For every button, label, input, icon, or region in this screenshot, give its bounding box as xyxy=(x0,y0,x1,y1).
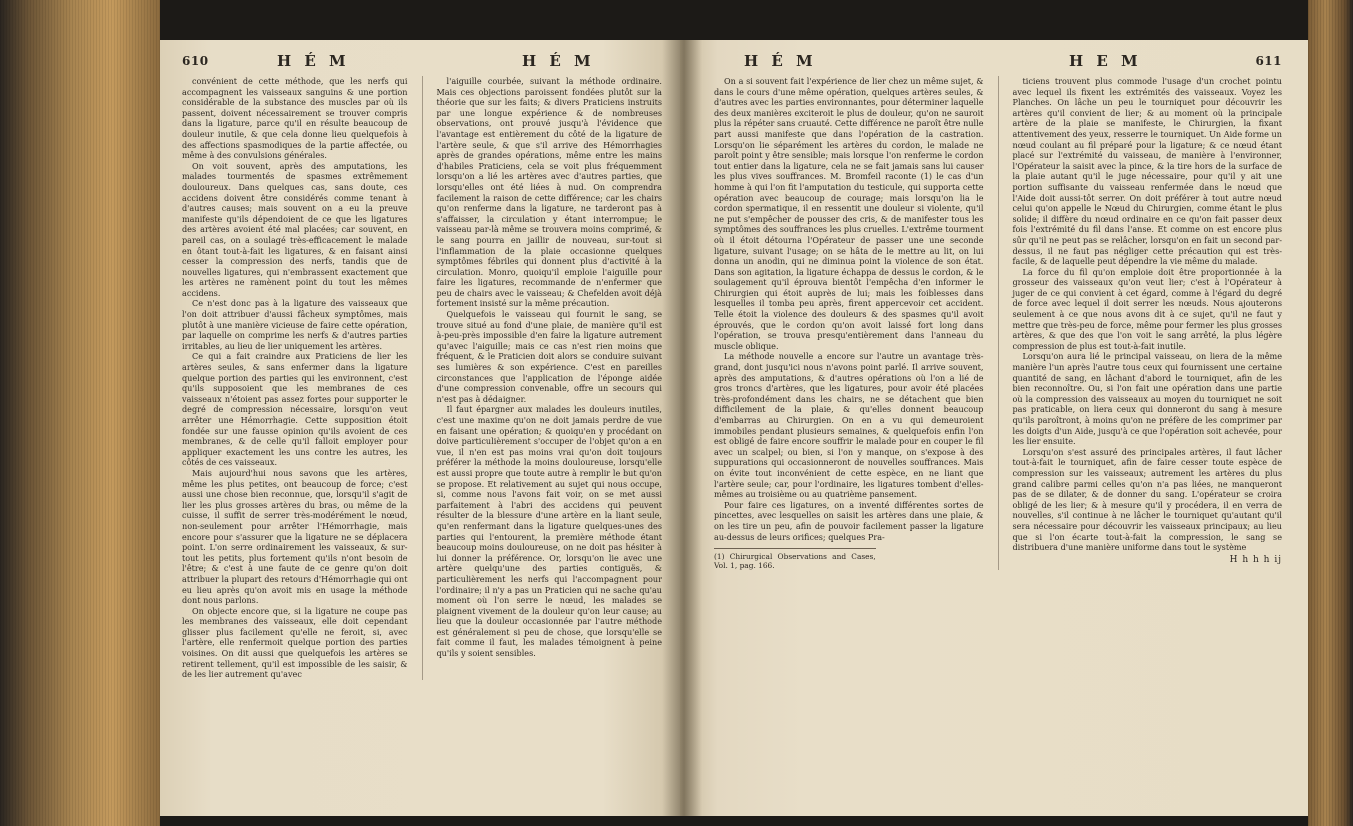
paragraph: convénient de cette méthode, que les nerfs qui accompagnent les vaisseaux sanguins & une portion considérable de la substance des muscles par où ils passent, doivent nécessairement se trouver compris dans la ligature, parce qu'il en résulte beaucoup de douleur inutile, & que cela donne lieu quelquefois à des affections spasmodiques de la partie affectée, ou même à des convulsions générales. xyxy=(182,76,408,161)
page-number-left: 610 xyxy=(182,54,209,68)
paragraph: On voit souvent, après des amputations, les malades tourmentés de spasmes extrêmement douloureux. Dans quelques cas, sans doute, ces accidens doivent être considérés comme tenant à d'autres causes; mais souvent on a eu la preuve manifeste qu'ils dépendoient de ce que les ligatures des artères avoient été mal placées; car souvent, en pareil cas, on a soulagé très-efficacement le malade en ôtant tout-à-fait les ligatures, & en faisant ainsi cesser la compression des nerfs, tandis que de nouvelles ligatures, qui n'embrassent exactement que les artères ne ramènent point du tout les mêmes accidens. xyxy=(182,160,408,298)
headword-right-col2: H E M xyxy=(1069,52,1142,70)
headword-right-col1: H É M xyxy=(744,52,817,70)
right-page-column-1 xyxy=(714,76,984,570)
paragraph: ticiens trouvent plus commode l'usage d'un crochet pointu avec lequel ils fixent les extrémités des vaisseaux. Voyez les Planches. On lâche un peu le tourniquet pour découvrir les artères qu'il convient de lier; & au moment où la principale artère de la plaie se manifeste, le Chirurgien, la fixant attentivement des yeux, resserre le tourniquet. Un Aide forme un nœud coulant au fil préparé pour la ligature; & ce nœud étant placé sur l'extrémité du vaisseau, de manière à l'environner, l'Opérateur la saisit avec la pince, & la tire hors de la surface de la plaie autant qu'il le juge nécessaire, pour qu'il y ait une portion suffisante du vaisseau renfermée dans le nœud que l'Aide doit aussi-tôt serrer. On doit préférer à tout autre nœud celui qu'on appelle le Nœud du Chirurgien, comme étant le plus solide; il diffère du nœud ordinaire en ce qu'on fait passer deux fois l'extrémité du fil dans l'anse. Et comme on est encore plus sûr qu'il ne peut pas se relâcher, lorsqu'on en fait un second par-dessus, il ne faut pas négliger cette précaution qui est très-facile, & de laquelle peut dépendre la vie même du malade. xyxy=(1012,76,1282,267)
headword-left-col2: H É M xyxy=(522,52,595,70)
book-edge-right xyxy=(1308,0,1353,826)
left-page-column-2 xyxy=(437,76,663,680)
paragraph: Il faut épargner aux malades les douleurs inutiles, c'est une maxime qu'on ne doit jamais perdre de vue en faisant une opération; & quoiqu'en y procédant on doive particulièrement s'occuper de l'objet qu'on a en vue, il n'en est pas moins vrai qu'on doit toujours préférer la méthode la moins douloureuse, lorsqu'elle est aussi propre que toute autre à remplir le but qu'on se propose. Et relativement au sujet qui nous occupe, si, comme nous l'avons fait voir, on se met aussi parfaitement à l'abri des accidens qui peuvent résulter de la blessure d'une artère en la liant seule, qu'en renfermant dans la ligature quelques-unes des parties qui l'entourent, la première méthode étant beaucoup moins douloureuse, on ne doit pas hésiter à lui donner la préférence. Or, lorsqu'on lie avec une artère quelqu'une des parties contiguës, & particulièrement les nerfs qui l'accompagnent pour l'ordinaire; il n'y a pas un Praticien qui ne sache qu'au moment où l'on serre le nœud, les malades se plaignent vivement de la douleur qu'on leur cause; au lieu que la douleur occasionnée par l'autre méthode est généralement si peu de chose, que lorsqu'elle se fait comme il faut, les malades témoignent à peine qu'ils y soient sensibles. xyxy=(436,404,662,659)
paragraph: Lorsqu'on aura lié le principal vaisseau, on liera de la même manière l'un après l'autre tous ceux qui fournissent une certaine quantité de sang, en lâchant d'abord le tourniquet, afin de les bien reconnoître. Ou, si l'on fait une opération dans une partie où la compression des vaisseaux au moyen du tourniquet ne soit pas praticable, on liera ceux qui donneront du sang à mesure qu'ils paroîtront, à moins qu'on ne préfère de les comprimer par les doigts d'un Aide, jusqu'à ce que l'opération soit achevée, pour les lier ensuite. xyxy=(1012,351,1282,447)
paragraph: Quelquefois le vaisseau qui fournit le sang, se trouve situé au fond d'une plaie, de manière qu'il est à-peu-près impossible d'en faire la ligature autrement qu'avec l'aiguille; mais ce cas n'est rien moins que fréquent, & le Praticien doit alors se conduire suivant ses lumières & son expérience. C'est en pareilles circonstances que l'application de l'éponge aidée d'une compression convenable, offre un secours qui n'est pas à dédaigner. xyxy=(436,309,662,404)
signature-mark: H h h h ij xyxy=(1229,554,1282,565)
page-number-right: 611 xyxy=(1255,54,1282,68)
footnote: (1) Chirurgical Observations and Cases, Vol. 1, pag. 166. xyxy=(714,548,876,570)
paragraph: La force du fil qu'on emploie doit être proportionnée à la grosseur des vaisseaux qu'on veut lier; c'est à l'Opérateur à juger de ce qui convient à cet égard, comme à l'égard du degré de force avec lequel il doit serrer les nœuds. Nous ajouterons seulement à ce que nous avons dit à ce sujet, qu'il ne faut y mettre que très-peu de force, même pour fermer les plus grosses artères, & que des que l'on voit le sang arrêté, la plus légère compression de plus est tout-à-fait inutile. xyxy=(1012,266,1282,351)
paragraph: Ce n'est donc pas à la ligature des vaisseaux que l'on doit attribuer d'aussi fâcheux symptômes, mais plutôt à une manière vicieuse de faire cette opération, par laquelle on comprime les nerfs & d'autres parties irritables, au lieu de lier uniquement les artères. xyxy=(182,298,408,351)
column-rule xyxy=(422,76,423,680)
book-edge-left xyxy=(0,0,160,826)
paragraph: On objecte encore que, si la ligature ne coupe pas les membranes des vaisseaux, elle doit cependant glisser plus facilement qu'elle ne feroit, si, avec l'artère, elle renfermoit quelque portion des parties voisines. On dit aussi que quelquefois les artères se retirent tellement, qu'il est impossible de les saisir, & de les lier autrement qu'avec xyxy=(182,605,408,680)
headword-left-col1: H É M xyxy=(277,52,350,70)
left-page xyxy=(160,40,680,816)
left-page-column-1 xyxy=(182,76,408,680)
running-head-right xyxy=(714,52,1282,74)
column-rule xyxy=(998,76,999,570)
right-page xyxy=(680,40,1308,816)
paragraph: l'aiguille courbée, suivant la méthode ordinaire. Mais ces objections paroissent fondées plutôt sur la théorie que sur les faits; & divers Praticiens instruits par une longue expérience & de nombreuses observations, ont prouvé jusqu'à l'évidence que l'avantage est entièrement du côté de la ligature de l'artère seule, & que s'il arrive des Hémorrhagies après de grandes opérations, même entre les mains d'habiles Praticiens, cela se voit plus fréquemment lorsqu'on a lié les artères avec d'autres parties, que lorsqu'elles ont été liées à nud. On comprendra facilement la raison de cette différence; car les chairs qu'on renferme dans la ligature, ne tarderont pas à s'affaisser, la circulation y étant interrompue; le vaisseau par-là même se trouvera moins comprimé, & le sang pourra en jaillir de nouveau, sur-tout si l'inflammation de la plaie occasionne quelques symptômes fébriles qui donnent plus d'activité à la circulation. Monro, quoiqu'il emploie l'aiguille pour faire les ligatures, recommande de n'enfermer que peu de chairs avec le vaisseau; & Chefelden avoit déjà fortement insisté sur la même précaution. xyxy=(436,76,662,309)
paragraph: Mais aujourd'hui nous savons que les artères, même les plus petites, ont beaucoup de force; c'est aussi une chose bien reconnue, que, lorsqu'il s'agit de lier les plus grosses artères du bras, ou même de la cuisse, il suffit de serrer très-modérément le nœud, non-seulement pour arrêter l'Hémorrhagie, mais encore pour s'assurer que la ligature ne se déplacera point. L'on serre ordinairement les vaisseaux, & sur-tout les petits, plus fortement qu'ils n'ont besoin de l'être; & c'est à une faute de ce genre qu'on doit attribuer la plupart des retours d'Hémorrhagie qui ont eu lieu après qu'on avoit mis en usage la méthode dont nous parlons. xyxy=(182,467,408,606)
running-head-left xyxy=(182,52,662,74)
paragraph: On a si souvent fait l'expérience de lier chez un même sujet, & dans le cours d'une même opération, quelques artères seules, & d'autres avec les parties environnantes, pour déterminer laquelle des deux manières exciteroit le plus de douleur, qu'on ne sauroit plus la répéter sans cruauté. Cette différence ne paroît être nulle part aussi manifeste que dans l'opération de la castration. Lorsqu'on lie séparément les artères du cordon, le malade ne paroît point y être sensible; mais lorsque l'on renferme le cordon tout entier dans la ligature, cela ne se fait jamais sans lui causer les plus vives souffrances. M. Bromfeil raconte (1) le cas d'un homme à qui l'on fit l'amputation du testicule, qui supporta cette opération avec beaucoup de courage; mais lorsqu'on lia le cordon spermatique, il en ressentit une douleur si violente, qu'il ne put s'empêcher de pousser des cris, & de manifester tous les symptômes des souffrances les plus cruelles. L'extrême tourment où il étoit détourna l'Opérateur de passer une une seconde ligature, suivant l'usage; on se hâta de le mettre au lit, on lui donna un anodin, qui ne diminua point la violence de son état. Dans son agitation, la ligature échappa de dessus le cordon, & le soulagement qu'il éprouva bientôt l'empêcha d'en informer le Chirurgien qui étoit auprès de lui; mais les foiblesses dans lesquelles il tomba peu après, firent appercevoir cet accident. Telle étoit la violence des douleurs & des spasmes qu'il avoit éprouvés, que le cordon qu'on avoit laissé fort long dans l'opération, se trouva presqu'entièrement dans l'anneau du muscle oblique. xyxy=(714,76,984,351)
right-page-column-2 xyxy=(1013,76,1283,570)
paragraph: Lorsqu'on s'est assuré des principales artères, il faut lâcher tout-à-fait le tourniquet, afin de faire cesser toute espèce de compression sur les vaisseaux; autrement les artères du plus grand calibre parmi celles qu'on n'a pas liées, ne manqueront pas de se dilater, & de donner du sang. L'opérateur se croira obligé de les lier; & à mesure qu'il y procédera, il en verra de nouvelles, s'il continue à ne lâcher le tourniquet qu'autant qu'il sera nécessaire pour découvrir les vaisseaux principaux; au lieu que si l'on écarte tout-à-fait la compression, le sang se distribuera d'une manière uniforme dans tout le système xyxy=(1012,446,1282,553)
paragraph: Ce qui a fait craindre aux Praticiens de lier les artères seules, & sans enfermer dans la ligature quelque portion des parties qui les environnent, c'est qu'ils supposoient que les membranes de ces vaisseaux n'étoient pas assez fortes pour supporter le degré de compression nécessaire, lorsqu'on veut arrêter une Hémorrhagie. Cette supposition étoit fondée sur une fausse opinion qu'ils avoient de ces membranes, & de celle qu'il falloit employer pour appliquer exactement les uns contre les autres, les côtés de ces vaisseaux. xyxy=(182,351,408,468)
paragraph: La méthode nouvelle a encore sur l'autre un avantage très-grand, dont jusqu'ici nous n'avons point parlé. Il arrive souvent, après des amputations, & d'autres opérations où l'on a lié de gros troncs d'artères, que les ligatures, pour avoir été placées très-profondément dans les chairs, ne se détachent que bien difficilement de la plaie, & qu'elles donnent beaucoup d'embarras au Chirurgien. On en a vu qui demeuroient immobiles pendant plusieurs semaines, & quelquefois enfin l'on est obligé de faire encore souffrir le malade pour en couper le fil avec un scalpel; ou bien, si l'on y manque, on s'expose à des suppurations qui occasionneront de nouvelles souffrances. Mais on évite tout inconvénient de cette espèce, en ne liant que l'artère seule; car, pour l'ordinaire, les ligatures tombent d'elles-mêmes au troisième ou au quatrième pansement. xyxy=(714,351,984,500)
paragraph: Pour faire ces ligatures, on a inventé différentes sortes de pincettes, avec lesquelles on saisit les artères dans une plaie, & on les tire un peu, afin de pouvoir facilement passer la ligature au-dessus de leurs orifices; quelques Pra- xyxy=(714,499,984,542)
